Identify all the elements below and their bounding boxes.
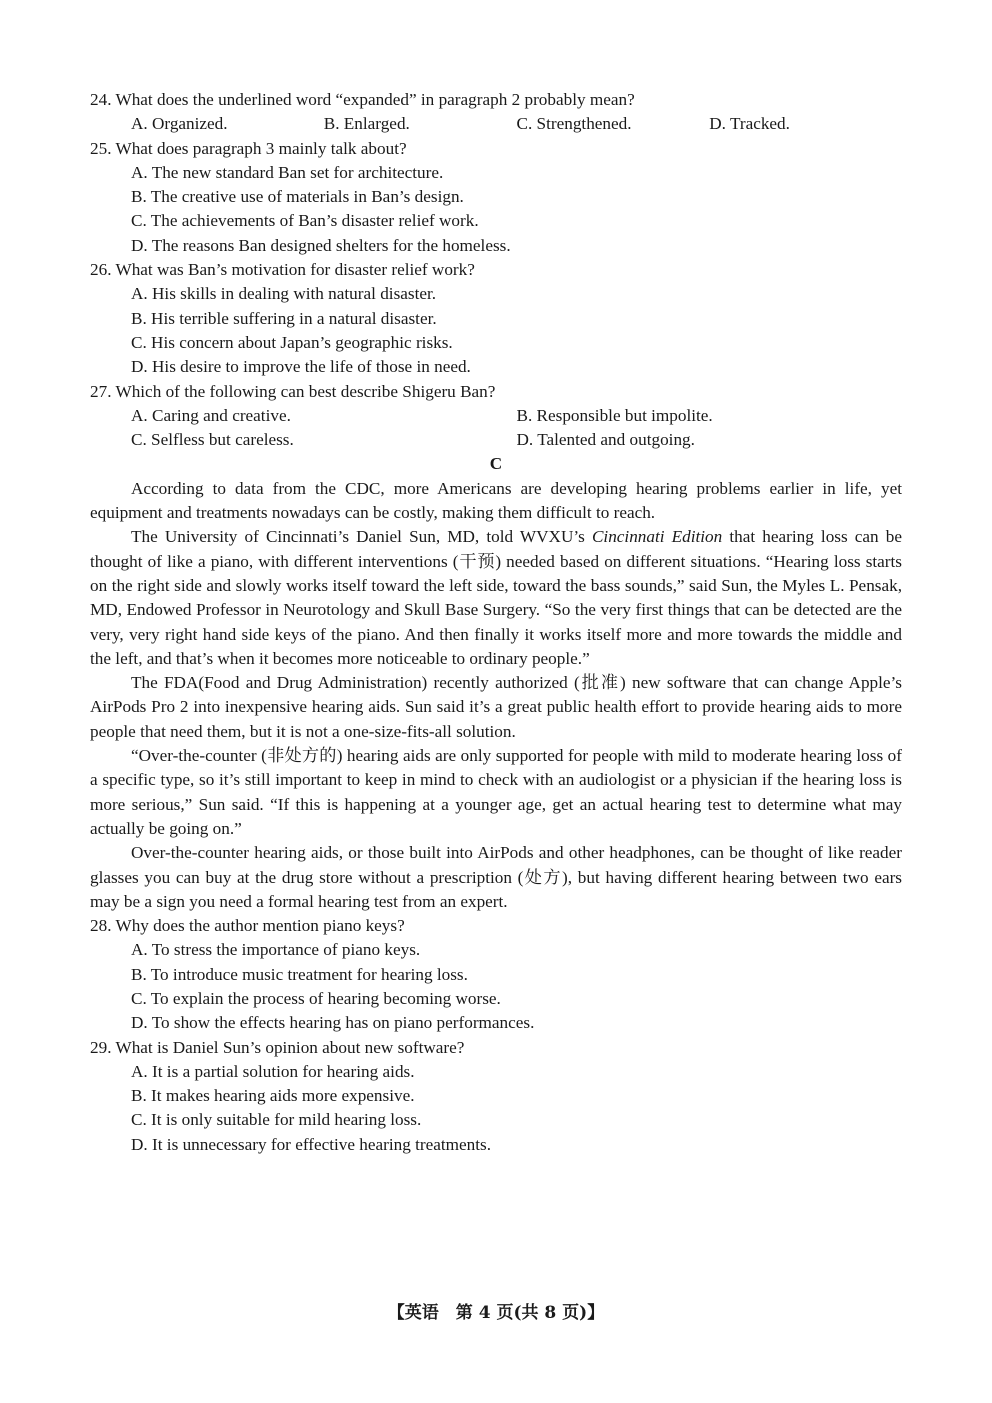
- option-27-d: D. Talented and outgoing.: [516, 430, 695, 450]
- option-26-d: D. His desire to improve the life of those in need.: [131, 357, 471, 377]
- passage-paragraph-4: “Over-the-counter (非处方的) hearing aids are only supported for people with mild to moderate hearing loss of a specific type, so it’s still important to keep in mind to check with an audiologist or a physician if the hearing loss is more serious,” Sun said. “If this is happening at a younger age, get an actual hearing test to determine what may actually be going on.”: [90, 746, 902, 838]
- option-24-c: C. Strengthened.: [516, 114, 632, 134]
- option-28-d: D. To show the effects hearing has on piano performances.: [131, 1013, 535, 1033]
- option-29-a: A. It is a partial solution for hearing aids.: [131, 1061, 415, 1081]
- option-25-c: C. The achievements of Ban’s disaster relief work.: [131, 211, 479, 231]
- exam-page: [90, 88, 902, 1157]
- question-26-stem: 26. What was Ban’s motivation for disaster relief work?: [90, 260, 475, 280]
- option-28-c: C. To explain the process of hearing becoming worse.: [131, 988, 501, 1008]
- paragraph-2-text-start: The University of Cincinnati’s Daniel Sun, MD, told WVXU’s: [131, 527, 592, 547]
- option-25-b: B. The creative use of materials in Ban’s design.: [131, 187, 464, 207]
- option-25-d: D. The reasons Ban designed shelters for the homeless.: [131, 235, 511, 255]
- question-24-stem: 24. What does the underlined word “expanded” in paragraph 2 probably mean?: [90, 90, 635, 109]
- option-27-a: A. Caring and creative.: [131, 405, 291, 425]
- option-29-d: D. It is unnecessary for effective hearing treatments.: [131, 1134, 491, 1154]
- section-heading: C: [489, 454, 503, 474]
- option-26-c: C. His concern about Japan’s geographic risks.: [131, 332, 453, 352]
- passage-paragraph-2: [90, 525, 902, 671]
- option-28-a: A. To stress the importance of piano keys.: [131, 940, 421, 960]
- program-title: Cincinnati Edition: [591, 527, 723, 547]
- option-27-b: B. Responsible but impolite.: [516, 405, 713, 425]
- question-27-options-row-1: [131, 404, 902, 428]
- question-24-options: [131, 112, 902, 136]
- passage-paragraph-3: The FDA(Food and Drug Administration) recently authorized (批准) new software that can change Apple’s AirPods Pro 2 into inexpensive hearing aids. Sun said it’s a great public health effort to provide hearing aids to more people that need them, but it is not a one-size-fits-all solution.: [90, 673, 902, 741]
- question-25-stem: 25. What does paragraph 3 mainly talk about?: [90, 138, 407, 158]
- page-footer: 【英语 第 4 页(共 8 页)】: [387, 1303, 605, 1323]
- option-24-a: A. Organized.: [131, 114, 228, 134]
- passage-paragraph-1: According to data from the CDC, more Americans are developing hearing problems earlier in life, yet equipment and treatments nowadays can be costly, making them difficult to reach.: [90, 478, 902, 523]
- option-26-a: A. His skills in dealing with natural disaster.: [131, 284, 437, 304]
- option-27-c: C. Selfless but careless.: [131, 430, 294, 450]
- question-27-options-row-2: [131, 428, 902, 452]
- option-28-b: B. To introduce music treatment for hearing loss.: [131, 964, 468, 984]
- paragraph-2-text-end: that hearing loss can be thought of like a piano, with different interventions (干预) needed based on different situations. “Hearing loss starts on the right side and slowly works itself toward the left side, toward the bass sounds,” said Sun, the Myles L. Pensak, MD, Endowed Professor in Neurotology and Skull Base Surgery. “So the very first things that can be detected are the very, very right hand side keys of the piano. And then finally it works itself more and more towards the middle and the left, and that’s when it becomes more noticeable to ordinary people.”: [90, 527, 902, 668]
- question-29-stem: 29. What is Daniel Sun’s opinion about new software?: [90, 1037, 465, 1057]
- passage-paragraph-5: Over-the-counter hearing aids, or those built into AirPods and other headphones, can be thought of like reader glasses you can buy at the drug store without a prescription (处方), but having different hearing between two ears may be a sign you need a formal hearing test from an expert.: [90, 843, 902, 911]
- question-27-stem: 27. Which of the following can best describe Shigeru Ban?: [90, 381, 496, 401]
- option-29-c: C. It is only suitable for mild hearing loss.: [131, 1110, 422, 1130]
- option-26-b: B. His terrible suffering in a natural disaster.: [131, 308, 437, 328]
- option-24-d: D. Tracked.: [709, 114, 790, 134]
- option-24-b: B. Enlarged.: [323, 114, 410, 134]
- question-28-stem: 28. Why does the author mention piano keys?: [90, 916, 405, 936]
- option-29-b: B. It makes hearing aids more expensive.: [131, 1086, 415, 1106]
- option-25-a: A. The new standard Ban set for architecture.: [131, 162, 444, 182]
